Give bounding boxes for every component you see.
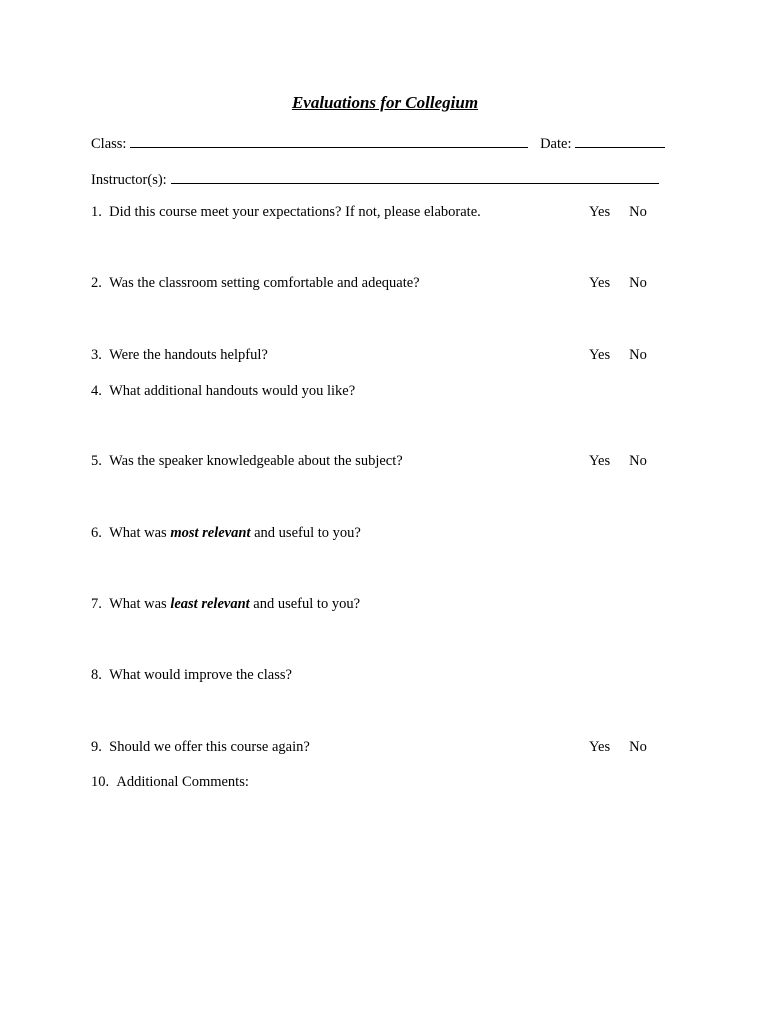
- question-number: 6.: [91, 525, 102, 541]
- question-number: 4.: [91, 383, 102, 399]
- question-emphasis: least relevant: [170, 596, 250, 612]
- question-number: 8.: [91, 667, 102, 683]
- question-number: 3.: [91, 347, 102, 363]
- question-1-yes-no: [589, 204, 647, 221]
- question-suffix: and useful to you?: [254, 525, 361, 541]
- question-3-yes-no: [589, 347, 647, 364]
- document-title: Evaluations for Collegium: [291, 93, 479, 112]
- yes-option[interactable]: Yes: [589, 275, 611, 291]
- question-number: 9.: [91, 739, 102, 755]
- instructor-row: [91, 168, 659, 189]
- question-10: [91, 774, 249, 791]
- no-option[interactable]: No: [629, 275, 647, 291]
- no-option[interactable]: No: [629, 204, 647, 220]
- yes-option[interactable]: Yes: [589, 347, 611, 363]
- question-prefix: What was: [109, 525, 167, 541]
- date-blank-line[interactable]: [575, 132, 665, 148]
- question-8: [91, 667, 292, 684]
- question-text: Was the classroom setting comfortable and adequate?: [109, 275, 420, 291]
- question-emphasis: most relevant: [170, 525, 251, 541]
- class-label: Class:: [91, 136, 127, 152]
- question-number: 2.: [91, 275, 102, 291]
- question-9: [91, 739, 310, 756]
- question-text: Should we offer this course again?: [109, 739, 310, 755]
- question-text: What additional handouts would you like?: [109, 383, 356, 399]
- question-number: 5.: [91, 453, 102, 469]
- question-text: Additional Comments:: [116, 774, 249, 790]
- question-2: [91, 275, 420, 292]
- instructor-blank-line[interactable]: [171, 168, 659, 184]
- yes-option[interactable]: Yes: [589, 204, 611, 220]
- no-option[interactable]: No: [629, 347, 647, 363]
- question-3: [91, 347, 268, 364]
- question-text: Was the speaker knowledgeable about the subject?: [109, 453, 403, 469]
- question-number: 10.: [91, 774, 110, 790]
- question-5-yes-no: [589, 453, 647, 470]
- question-prefix: What was: [109, 596, 167, 612]
- question-text: What would improve the class?: [109, 667, 292, 683]
- question-text: Did this course meet your expectations? If not, please elaborate.: [109, 204, 481, 220]
- question-number: 1.: [91, 204, 102, 220]
- question-4: [91, 383, 355, 400]
- question-6: [91, 525, 361, 542]
- class-blank-line[interactable]: [130, 132, 528, 148]
- no-option[interactable]: No: [629, 453, 647, 469]
- yes-option[interactable]: Yes: [589, 453, 611, 469]
- instructor-label: Instructor(s):: [91, 172, 167, 188]
- yes-option[interactable]: Yes: [589, 739, 611, 755]
- question-9-yes-no: [589, 739, 647, 756]
- no-option[interactable]: No: [629, 739, 647, 755]
- question-suffix: and useful to you?: [253, 596, 361, 612]
- question-5: [91, 453, 403, 470]
- question-number: 7.: [91, 596, 102, 612]
- question-text: Were the handouts helpful?: [109, 347, 268, 363]
- class-date-row: [91, 132, 665, 153]
- question-2-yes-no: [589, 275, 647, 292]
- question-7: [91, 596, 360, 613]
- date-label: Date:: [540, 136, 572, 152]
- question-1: [91, 204, 481, 221]
